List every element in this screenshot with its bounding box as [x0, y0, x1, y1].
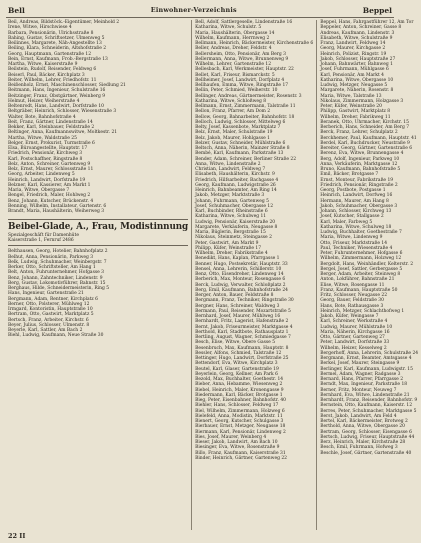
- directory-entry: Beyerle, Karl, Sattler, Am Bach 2: [8, 328, 83, 333]
- directory-entry: Andreas, Kaufmann, Lindenstr. 3: [320, 30, 395, 36]
- directory-entry: Beutel, Karl, Glaser, Gartenstraße 19: [195, 366, 279, 372]
- directory-entry: Berst, Jakob, Landwirt, Am Feld 4: [320, 413, 397, 419]
- directory-entry: Berres, Peter, Schuhmacher, Marktgasse 5: [320, 408, 417, 414]
- directory-entry: Benning, Wilhelm, Installateur, Gartenstr. 6: [8, 203, 107, 209]
- directory-entry: Berner, Otto, Polsterer, Mühlweg 12: [8, 301, 90, 307]
- directory-entry: Elisabeth, Witwe, Schulstraße 9: [320, 35, 393, 41]
- directory-entry: Bernhard, Josef, Maurer, Mühlweg 16: [195, 314, 281, 319]
- directory-entry: Barbara, Pensionärin, Ulrichsstraße 8: [8, 30, 94, 36]
- directory-entry: Karl, Pensionär, Am Markt 4: [320, 72, 385, 78]
- directory-entry: Berthold, Karl, Stadtbote, Rathausplatz 1: [195, 329, 289, 335]
- directory-entry: Bettendorf, Eva, Witwe, Kirchplatz 3: [195, 361, 278, 367]
- directory-entry: Anna, Witwe, Lindenstraße 2: [195, 161, 261, 167]
- directory-entry: Biel, Wilhelm, Zimmermann, Holzweg 6: [195, 408, 285, 414]
- directory-entry: Bertsch, Ludwig, Friseur, Hauptstraße 44: [320, 434, 415, 440]
- directory-entry: Karl, Maler, Farbweg 5: [320, 219, 373, 225]
- directory-entry: Beltenrodt, Hans, Landwirt, Dorfstraße 10: [8, 104, 104, 109]
- directory-entry: Josef, Fuhrmann, Mühlgasse 6: [320, 67, 389, 73]
- directory-entry: Bellermann, Anna, Witwe, Brunnenweg 9: [195, 56, 289, 62]
- directory-entry: Bellet, Karl, Friseur, Bismarckstr. 5: [195, 72, 275, 78]
- directory-entry: Philipp, Gastwirt, Marktplatz 8: [320, 109, 391, 115]
- directory-entry: Katharina, Witwe, Schulweg 11: [195, 214, 267, 220]
- directory-entry: Bembé, Karl, Kaufmann, Parkstraße 13: [195, 151, 284, 157]
- directory-entry: Wilhelm, Zimmermann, Holzweg 12: [320, 256, 402, 262]
- advertisement-title: Beibel-Glade, A., Frau, Modistinnung: [8, 222, 189, 233]
- directory-entry: Belk, Ludwig, Schuhmacher, Weinbergstr. 7: [8, 259, 107, 265]
- directory-entry: Jakob, Schuhmacher, Obergasse 3: [320, 203, 398, 209]
- directory-entry: Bierbauer, Ernst, Metzger, Neugasse 18: [195, 424, 286, 430]
- directory-entry: Peter, Küfer, Weinstraße 20: [320, 104, 382, 109]
- page-number: 22 II: [8, 532, 26, 540]
- directory-entry: Maria, Witwe, Obergasse 7: [8, 188, 70, 193]
- directory-entry: Georg, Kaufmann, Ludwigstraße 26: [195, 182, 276, 188]
- directory-entry: Benz, Otto, Eisendreher, Lindenweg 14: [195, 272, 284, 277]
- directory-entry: Beil, Andreas, Bildstöck.-Eigentümer, Meinhold 2: [8, 20, 120, 25]
- directory-entry: Berner, Fritz, Monteur, Neuweg 7: [320, 387, 397, 393]
- directory-entry: Jakob, Küfer, Weingasse 7: [320, 314, 379, 319]
- directory-entry: Berlinger, Karl, Kaufmann, Ludwigstr. 15: [320, 366, 413, 372]
- directory-entry: Josef, Schuhmacher, Obergasse 12: [195, 203, 274, 209]
- directory-entry: Beitzinger, Franz, Obstgärtner, Weinberg 9: [8, 93, 106, 99]
- directory-entry: Bengel, Friedrich, Maler, Hohlweg 2: [8, 193, 91, 199]
- directory-entry: Beilinnes, Margarete, Näh-Angestellte 13: [8, 41, 102, 46]
- directory-entry: Berndt, Max, Ingenieur, Parkstraße 18: [320, 382, 408, 388]
- directory-entry: Katharina, Witwe, Obergasse 10: [320, 77, 394, 83]
- directory-entry: Beltgräber, Heinrich, Schlosser, Wiesenstraße 3: [8, 109, 117, 115]
- directory-entry: Bessler, Alfons, Schmied, Talstraße 12: [195, 350, 282, 356]
- directory-entry: Karl, Schreiner, Werkstraße 4: [320, 319, 388, 325]
- directory-entry: Johann, Schlosser, Kirchweg 13: [320, 209, 392, 214]
- directory-entry: Bellhaufen, Emma, Witwe, Ringstraße 17: [195, 83, 289, 88]
- directory-entry: Peter, Landwirt, Dorfstraße 33: [320, 340, 390, 346]
- directory-entry: Bellmann, Ernst, Zimmermann, Talstraße 11: [195, 104, 296, 109]
- directory-entry: Bettinger, Hugo, Landwirt, Dorfstraße 25: [195, 356, 289, 361]
- column-1: [5, 20, 191, 530]
- directory-entry: Maria, Witwe, Lindenweg 9: [320, 235, 383, 241]
- directory-entry: Bies, Josef, Maurer, Weinberg 4: [195, 434, 267, 440]
- directory-entry: Franz, Landwirt, Feldweg 14: [320, 41, 386, 46]
- directory-entry: Belt, Anton, Fuhrunternehmer, Hofgasse 3: [8, 270, 104, 276]
- directory-entry: Belhut, Anna, Pensionärin, Parkweg 3: [8, 254, 94, 260]
- directory-entry: Berck, Franz, Lehrer, Schulplatz 2: [320, 130, 398, 136]
- directory-entry: Biehler, Hans, Schlosser, Feldweg 17: [195, 403, 279, 409]
- directory-entry: Bellmann, Heinrich, Bäckermeister, Kirchenstraße 6: [195, 41, 314, 46]
- directory-entry: Philipp, Küfer, Weinstraße 17: [195, 245, 262, 251]
- directory-entry: Johann, Fuhrmann, Gartenweg 5: [195, 198, 269, 204]
- directory-entry: Katharina, Witwe, Schulweg 18: [320, 224, 392, 230]
- directory-entry: Friedrich, Pensionär, Kirchweg 3: [8, 151, 83, 157]
- directory-entry: Hermann, Maurer, Am Hang 8: [320, 198, 389, 204]
- directory-entry: Berckhemer, Paul, Kaufmann, Hauptstr. 41: [320, 135, 417, 141]
- directory-entry: Biehl, Ludwig, Kaufmann, Neue Straße 30: [8, 333, 104, 339]
- directory-entry: Bienert, Georg, Kutscher, Schulgasse 3: [195, 419, 284, 424]
- directory-entry: Wilhelm, Kaufmann, Herrnweg 2: [195, 35, 270, 41]
- advertisement-box: [8, 219, 188, 246]
- directory-entry: Friedrich, Hilfsarbeiter, Bachgasse 4: [195, 177, 279, 183]
- header-title: Einwohner-Verzeichnis: [150, 6, 237, 14]
- directory-entry: Beitmann, Hans, Ingenieur, Schulstraße 16: [8, 88, 106, 94]
- directory-entry: Bellersheim, Otto, Pensionär, Am Berg 3: [195, 51, 286, 57]
- directory-entry: Bernhardt, Franz, Reisender, Bahnhofstr. 9: [320, 398, 418, 403]
- directory-entry: Bergmann, Adam, Rentner, Kirchplatz 6: [8, 296, 98, 302]
- directory-entry: Bieser, Jakob, Landwirt, Am Bach 10: [195, 440, 278, 445]
- directory-entry: Peter, Fuhrunternehmer, Hofgasse 6: [320, 251, 403, 256]
- directory-entry: Bertling, August, Wagner, Schmiedgasse 7: [195, 335, 291, 340]
- directory-entry: Bergmann, Franz, Techniker, Ringstraße 30: [195, 298, 294, 304]
- directory-entry: Bertsch, Franz, Arbeiter, Kirchstr. 6: [8, 317, 89, 323]
- directory-entry: Bernhard, Eva, Witwe, Lindenstraße 21: [320, 392, 410, 398]
- directory-entry: Benedikt, Hans, Kaplan, Pfarrgasse 1: [195, 256, 280, 262]
- directory-entry: Berberich, Hans, Schneider, Am Berg 7: [320, 125, 410, 130]
- column-1-entries: [8, 20, 188, 214]
- column-3: [316, 20, 421, 530]
- directory-entry: Christian, Landwirt, Feldweg 7: [195, 167, 266, 172]
- advertisement-line: Kaiserstraße 1, Fernruf 2486: [8, 238, 74, 243]
- directory-entry: Beißenholz, Ernst, Maschinenschlosser, Siedlung 21: [8, 83, 126, 88]
- directory-entry: Katharina, Witwe, Schulstr. 5: [195, 25, 262, 31]
- directory-entry: Bezold, Max, Buchhalter, Goethestr. 14: [195, 377, 284, 382]
- directory-entry: Heinrich, Polizist, Ringstr. 19: [320, 51, 387, 57]
- directory-entry: Biedermann, Karl, Bäcker, Brotgasse 1: [195, 392, 283, 398]
- directory-entry: Berberich, Max, Monteur, Rosengasse 6: [195, 277, 286, 283]
- directory-entry: Otto, Friseur, Marktstraße 14: [320, 240, 388, 246]
- directory-entry: Georg, Bauer, Feldstraße 30: [320, 298, 384, 304]
- directory-entry: Berger, Adam, Arbeiter, Steinweg 8: [320, 272, 401, 277]
- directory-entry: Irmgard, Kontoristin, Hauptstraße 10: [8, 307, 93, 312]
- directory-entry: Bruno, Kaufmann, Bahnhofstraße 5: [320, 167, 401, 172]
- directory-entry: Martha, Witwe, Waldstraße 25: [8, 135, 77, 141]
- directory-entry: Walter, Bote, Bahnhofstraße 4: [8, 114, 76, 120]
- directory-entry: Benz, Johann, Kutscher, Brückenstr. 4: [8, 198, 94, 204]
- columns: [5, 20, 419, 530]
- directory-entry: Beiter, Wilhelm, Lehrer, Friedhofstr. 11: [8, 77, 97, 83]
- directory-entry: Friedrich, Pensionär, Ringstraße 2: [320, 182, 398, 188]
- directory-entry: Nikolaus, Zimmermann, Holzgasse 3: [320, 98, 404, 104]
- directory-entry: Berenz, Eva, Witwe, Brunnengasse 4: [320, 151, 404, 157]
- directory-entry: Helmut, Heizer, Weiherstraße 4: [8, 98, 80, 104]
- directory-entry: Biebel, Heinrich, Maler, Kronengasse 9: [195, 387, 284, 393]
- directory-entry: Nikolaus, Steinmetz, Steingasse 2: [195, 235, 272, 241]
- header-left-keyword: Bell: [8, 5, 25, 15]
- directory-entry: Berghaus, Hilde, Schneidermeisterin, Ring 5: [8, 286, 110, 291]
- directory-entry: Bein, Ernst, Kaufmann, Frob.-Bergstraße 13: [8, 56, 108, 62]
- directory-entry: Bertram, Georg, Schlosser, Eisengasse 6: [320, 429, 412, 435]
- directory-entry: Berck, Ludwig, Verwalter, Schloßplatz 2: [195, 282, 286, 288]
- directory-entry: Belz, Jakob, Maurer, Hohlgasse 1: [195, 135, 270, 141]
- directory-entry: Bellheimer, Josef, Landwirt, Dorfplatz 4: [195, 77, 285, 83]
- directory-entry: Beppeler, Anton, Schreiner, Gasse 8: [320, 25, 402, 31]
- directory-entry: Bergner, Hans, Schreiner, Waldweg 3: [195, 303, 280, 309]
- directory-entry: Beiserl, Paul, Bäcker, Kirchplatz 3: [8, 72, 85, 78]
- directory-entry: Beiling, Klara, Schneiderin, Altshofstraße 2: [8, 46, 107, 52]
- directory-entry: Bernard, Hans, Pfarrer, Pfarrgasse 2: [320, 377, 404, 382]
- directory-entry: Beschle, Josef, Gärtner, Gartenstraße 40: [320, 450, 412, 456]
- directory-entry: Besch, Emil, Fuhrmann, Hofweg 3: [320, 445, 398, 451]
- directory-entry: Bellinger, Andreas, Gärtnermeister, Rosenstr. 3: [195, 93, 302, 99]
- directory-entry: Katharina, Witwe, Schloßweg 8: [195, 98, 267, 104]
- directory-entry: Karl, Postschaffner, Ringstraße 8: [8, 156, 83, 162]
- directory-entry: Bielefeld, Anna, Modistin, Marktstr. 11: [195, 413, 283, 419]
- directory-entry: Elise, Witwe, Rosengasse 11: [320, 282, 385, 288]
- directory-entry: Billo, Franz, Kaufmann, Kaiserstraße 31: [195, 450, 286, 456]
- directory-entry: Bergerhoff, Anna, Lehrerin, Schulstraße 24: [320, 350, 419, 356]
- directory-entry: Belzer, Gustav, Schneider, Mühlstraße 6: [195, 140, 286, 146]
- directory-entry: Belty, Josef, Kassenbote, Marktplatz 7: [195, 125, 281, 130]
- directory-entry: Beit, Franz, Gärtner, Lindenstraße 14: [8, 119, 93, 125]
- directory-entry: Emil, Bäcker, Brotgasse 7: [320, 172, 379, 178]
- directory-entry: Benz, Johann, Zahntechniker, Lindenstr. 9: [8, 275, 103, 281]
- directory-entry: Bertel, Karl, Bäckermeister, Brotweg 2: [320, 419, 408, 424]
- directory-entry: Berkel, Josef, Maurer, Steingasse 9: [320, 361, 400, 367]
- directory-entry: Bermel, Adam, Wagner, Radgasse 3: [320, 371, 401, 377]
- directory-entry: Benner, Hugo, Postsekretär, Hauptstr. 33: [195, 261, 288, 267]
- directory-entry: Beilstein, Rudolf, Reisender, Feldweg 6: [8, 67, 97, 73]
- directory-entry: Georg, Postbote, Postgasse 1: [320, 188, 386, 193]
- directory-entry: Beyerlein, Georg, Kellner, Am Park 6: [195, 371, 278, 377]
- directory-entry: Ernst, Monteur, Fabrikstraße 19: [320, 177, 394, 183]
- directory-entry: Bernhardt, Fritz, Lagerist, Hafenstraße 2: [195, 319, 289, 325]
- directory-entry: Berthold, Anna, Witwe, Obergasse 20: [320, 424, 405, 430]
- directory-entry: Biermann, Karl, Pensionär, Lindenweg 2: [195, 429, 286, 435]
- directory-entry: Bergmann, Ernst, Beamter, Amtsgasse 4: [320, 356, 412, 361]
- directory-entry: Wilhelm, Dreher, Fabrikstraße 4: [195, 251, 268, 256]
- directory-entry: Maria, Witwe, Talstraße 13: [320, 93, 382, 99]
- directory-entry: Biesinger, Eva, Witwe, Rosenstraße 9: [195, 445, 280, 451]
- directory-entry: Ludwig, Pensionär, Kaiserstraße 20: [195, 219, 276, 225]
- directory-entry: Belz, Anton, Schreiner, Gartenweg 9: [8, 161, 91, 167]
- directory-entry: Margarete, Näherin, Rosenstr. 8: [320, 88, 394, 94]
- directory-entry: Georg, Arbeiter, Lindenweg 5: [8, 172, 75, 178]
- directory-entry: Bernstein, Otto, Kaufmann, Kaiserstr. 12: [320, 403, 413, 409]
- directory-entry: Josef, Kutscher, Stallgasse 2: [320, 214, 384, 220]
- directory-entry: Bekker, Karl, Steinbauer, Feldstraße 2: [8, 125, 95, 130]
- directory-entry: Bermann, Paul, Reisender, Mozartstraße 5: [195, 308, 291, 314]
- directory-entry: Belloch, Ludwig, Schlosser, Mittelweg 6: [195, 119, 286, 125]
- directory-entry: Margarete, Verkäuferin, Neugasse 8: [195, 224, 278, 230]
- directory-entry: Bereiter, Georg, Gärtner, Gartenstraße 6: [320, 146, 413, 151]
- directory-entry: Bender, Adam, Schreiner, Berliner Straße 22: [195, 156, 297, 162]
- directory-entry: Belger, Ernst, Prokurist, Turmstraße 6: [8, 140, 95, 146]
- directory-entry: Bahing, Gustav, Schriftsetzer, Ulmenweg 5: [8, 35, 105, 41]
- directory-entry: Georg, Hauptmann, Gartenstraße 12: [8, 51, 92, 57]
- directory-entry: Fritz, Schlosser, Neugasse 22: [320, 293, 388, 298]
- page-header: [8, 4, 392, 16]
- directory-entry: Maria, Haushälterin, Obergasse 14: [195, 30, 275, 36]
- directory-entry: Heinrich, Landwirt, Dorfstraße 19: [8, 177, 86, 183]
- directory-entry: Beppel, Hans, Fahrgastführer 12, Am Tor: [320, 20, 414, 25]
- directory-entry: Ludwig, Buchhalter, Goethestraße 7: [320, 230, 402, 235]
- directory-entry: Binder, Heinrich, Gärtner, Gartenweg 22: [195, 455, 287, 461]
- directory-entry: Paul, Techniker, Wiesenstraße 4: [320, 245, 393, 251]
- directory-entry: Beyer, Julius, Schlosser, Ulmenstr. 8: [8, 322, 90, 328]
- directory-entry: Beranek, Otto, Uhrmacher, Kirchstr. 15: [320, 119, 409, 125]
- directory-entry: Berdel, Karl, Buchdrucker, Neustraße 9: [320, 140, 410, 146]
- directory-entry: Karl, Buchbinder, Rheinstraße 6: [195, 209, 268, 214]
- column-2-entries: [195, 20, 313, 461]
- directory-entry: Bertram, Otto, Gastwirt, Marktplatz 5: [8, 312, 94, 318]
- directory-entry: Belthausen, Georg, Hotelier, Bahnhofplatz 2: [8, 249, 108, 255]
- directory-entry: Bellin, Peter, Schmied, Weiherstr. 10: [195, 88, 278, 94]
- directory-entry: Berg, Emil, Kaufmann, Bahnhofstraße 24: [195, 287, 288, 293]
- column-1-entries-after-ad: [8, 249, 188, 338]
- directory-entry: Berz, Heinrich, Maler, Kirchstraße 28: [320, 440, 406, 445]
- directory-entry: Heinrich, Metzger, Schlachthofweg 1: [320, 308, 405, 314]
- directory-entry: Berg, Gustav, Lokomotivführer, Bahnstr. 15: [8, 280, 106, 286]
- directory-entry: Heinrich, Landwirt, Dorfweg 16: [320, 193, 393, 199]
- directory-entry: Bernt, Jakob, Friseurmeister, Marktgasse 4: [195, 324, 293, 330]
- directory-entry: Hans, Bote, Rathausgasse 3: [320, 303, 384, 309]
- directory-entry: Wilhelm, Dreher, Fabrikweg 11: [320, 114, 391, 120]
- directory-entry: Georg, Maurer, Kirchgasse 2: [320, 46, 386, 52]
- directory-entry: Belz, Ernst, Maurer, Schlossstraße 11: [8, 167, 94, 172]
- directory-entry: Anna, Verkäuferin, Marktgasse 12: [320, 161, 398, 167]
- directory-entry: Elisabeth, Haushälterin, Kirchstr. 9: [195, 172, 275, 178]
- directory-entry: Heinrich, Bahnbeamter, Am Ring 14: [195, 188, 277, 193]
- directory-entry: Berker, Otto, Schriftsteller, Am Hang 1: [8, 265, 96, 270]
- column-2: [191, 20, 316, 530]
- directory-entry: Wilhelm, Lehrer, Gartenstraße 12: [195, 62, 272, 67]
- directory-entry: Beltinger, Anna, Kaufmannswitwe, Moltkestr. 21: [8, 130, 118, 136]
- directory-entry: Bergel, Josef, Sattler, Gerbergasse 5: [320, 266, 403, 272]
- directory-entry: Berg, Adolf, Ingenieur, Parkweg 10: [320, 156, 400, 162]
- directory-entry: Bensel, Anna, Lehrerin, Schillerstr. 10: [195, 266, 282, 272]
- header-right-keyword: Beppel: [362, 5, 392, 15]
- directory-entry: Belzner, Karl, Kassierer, Am Markt 1: [8, 182, 91, 188]
- directory-entry: Berger, Anton, Bauer, Feldstraße 8: [195, 293, 274, 298]
- directory-entry: Ludwig, Maurer, Mühlstraße 10: [320, 324, 393, 330]
- directory-entry: Jakob, Schlosser, Hauptstraße 27: [320, 56, 396, 62]
- directory-entry: Ludwig, Metzger, Neugasse 5: [320, 83, 388, 88]
- directory-entry: Hans, Ingenieur, Gartenstraße 21: [8, 291, 84, 297]
- directory-entry: Bellow, Georg, Bahnarbeiter, Bahnhofstr. 18: [195, 114, 295, 120]
- directory-entry: Beller, Andreas, Dreher, Feldstr. 4: [195, 46, 272, 52]
- directory-entry: Belz, Ernst, Maler, Schulstraße 19: [195, 130, 273, 136]
- directory-entry: Beltsch, Anna, Näherin, Mainzer Straße 8: [195, 146, 290, 151]
- directory-entry: Brandt, Maria, Haushälterin, Weiherweg 3: [8, 209, 105, 214]
- directory-entry: Elsa, Büroangestellte, Hauptstr. 17: [8, 146, 88, 151]
- directory-entry: Maria, Näherin, Kirchgasse 16: [320, 329, 390, 335]
- directory-entry: Johann, Bahnwärter, Bahnweg 1: [320, 62, 393, 67]
- directory-entry: Bieg, Peter, Eisenbahner, Bahnhofstr. 40: [195, 398, 286, 403]
- header-rule: [6, 17, 394, 18]
- advertisement-line: Spezialgeschäft für Damenhüte: [8, 232, 79, 238]
- directory-entry: Jakob, Metzger, Marktstraße 3: [195, 193, 265, 199]
- directory-entry: Anton, Lokführer, Bahnstraße 21: [320, 277, 395, 283]
- directory-entry: Maria, Büglerin, Bergstraße 15: [195, 230, 266, 235]
- directory-entry: Franz, Kaufmann, Hauptstraße 50: [320, 287, 398, 293]
- directory-entry: Bell, Adolf, Sattlergeselle, Lindenstraße 16: [195, 20, 293, 25]
- directory-entry: Besch, Elise, Witwe, Obere Gasse 5: [195, 340, 276, 346]
- directory-entry: Martha, Witwe, Kaiserstraße 9: [8, 62, 78, 67]
- directory-entry: Otto, Gärtner, Gartenweg 27: [320, 335, 385, 340]
- directory-entry: Peter, Gastwirt, Am Markt 9: [195, 240, 259, 246]
- directory-entry: Wilhelm, Heizer, Kesselweg 2: [320, 345, 387, 351]
- directory-entry: Besenbruch, Max, Kaufmann, Hauptstr. 8: [195, 345, 289, 351]
- directory-entry: Bieber, Anna, Hebamme, Wiesenweg 2: [195, 382, 283, 388]
- directory-entry: Bellon, Franz, Pfarrer, Am Dom 2: [195, 109, 271, 115]
- directory-entry: Bellesbach, Karl, Werkmeister, Hauptstr. 22: [195, 67, 294, 73]
- column-3-entries: [320, 20, 418, 456]
- directory-entry: Irene, Witwe, Hirschwiese 4: [8, 25, 72, 31]
- directory-entry: Bergdolt, Hans, Weinhändler, Kelterstr. 2: [320, 261, 414, 267]
